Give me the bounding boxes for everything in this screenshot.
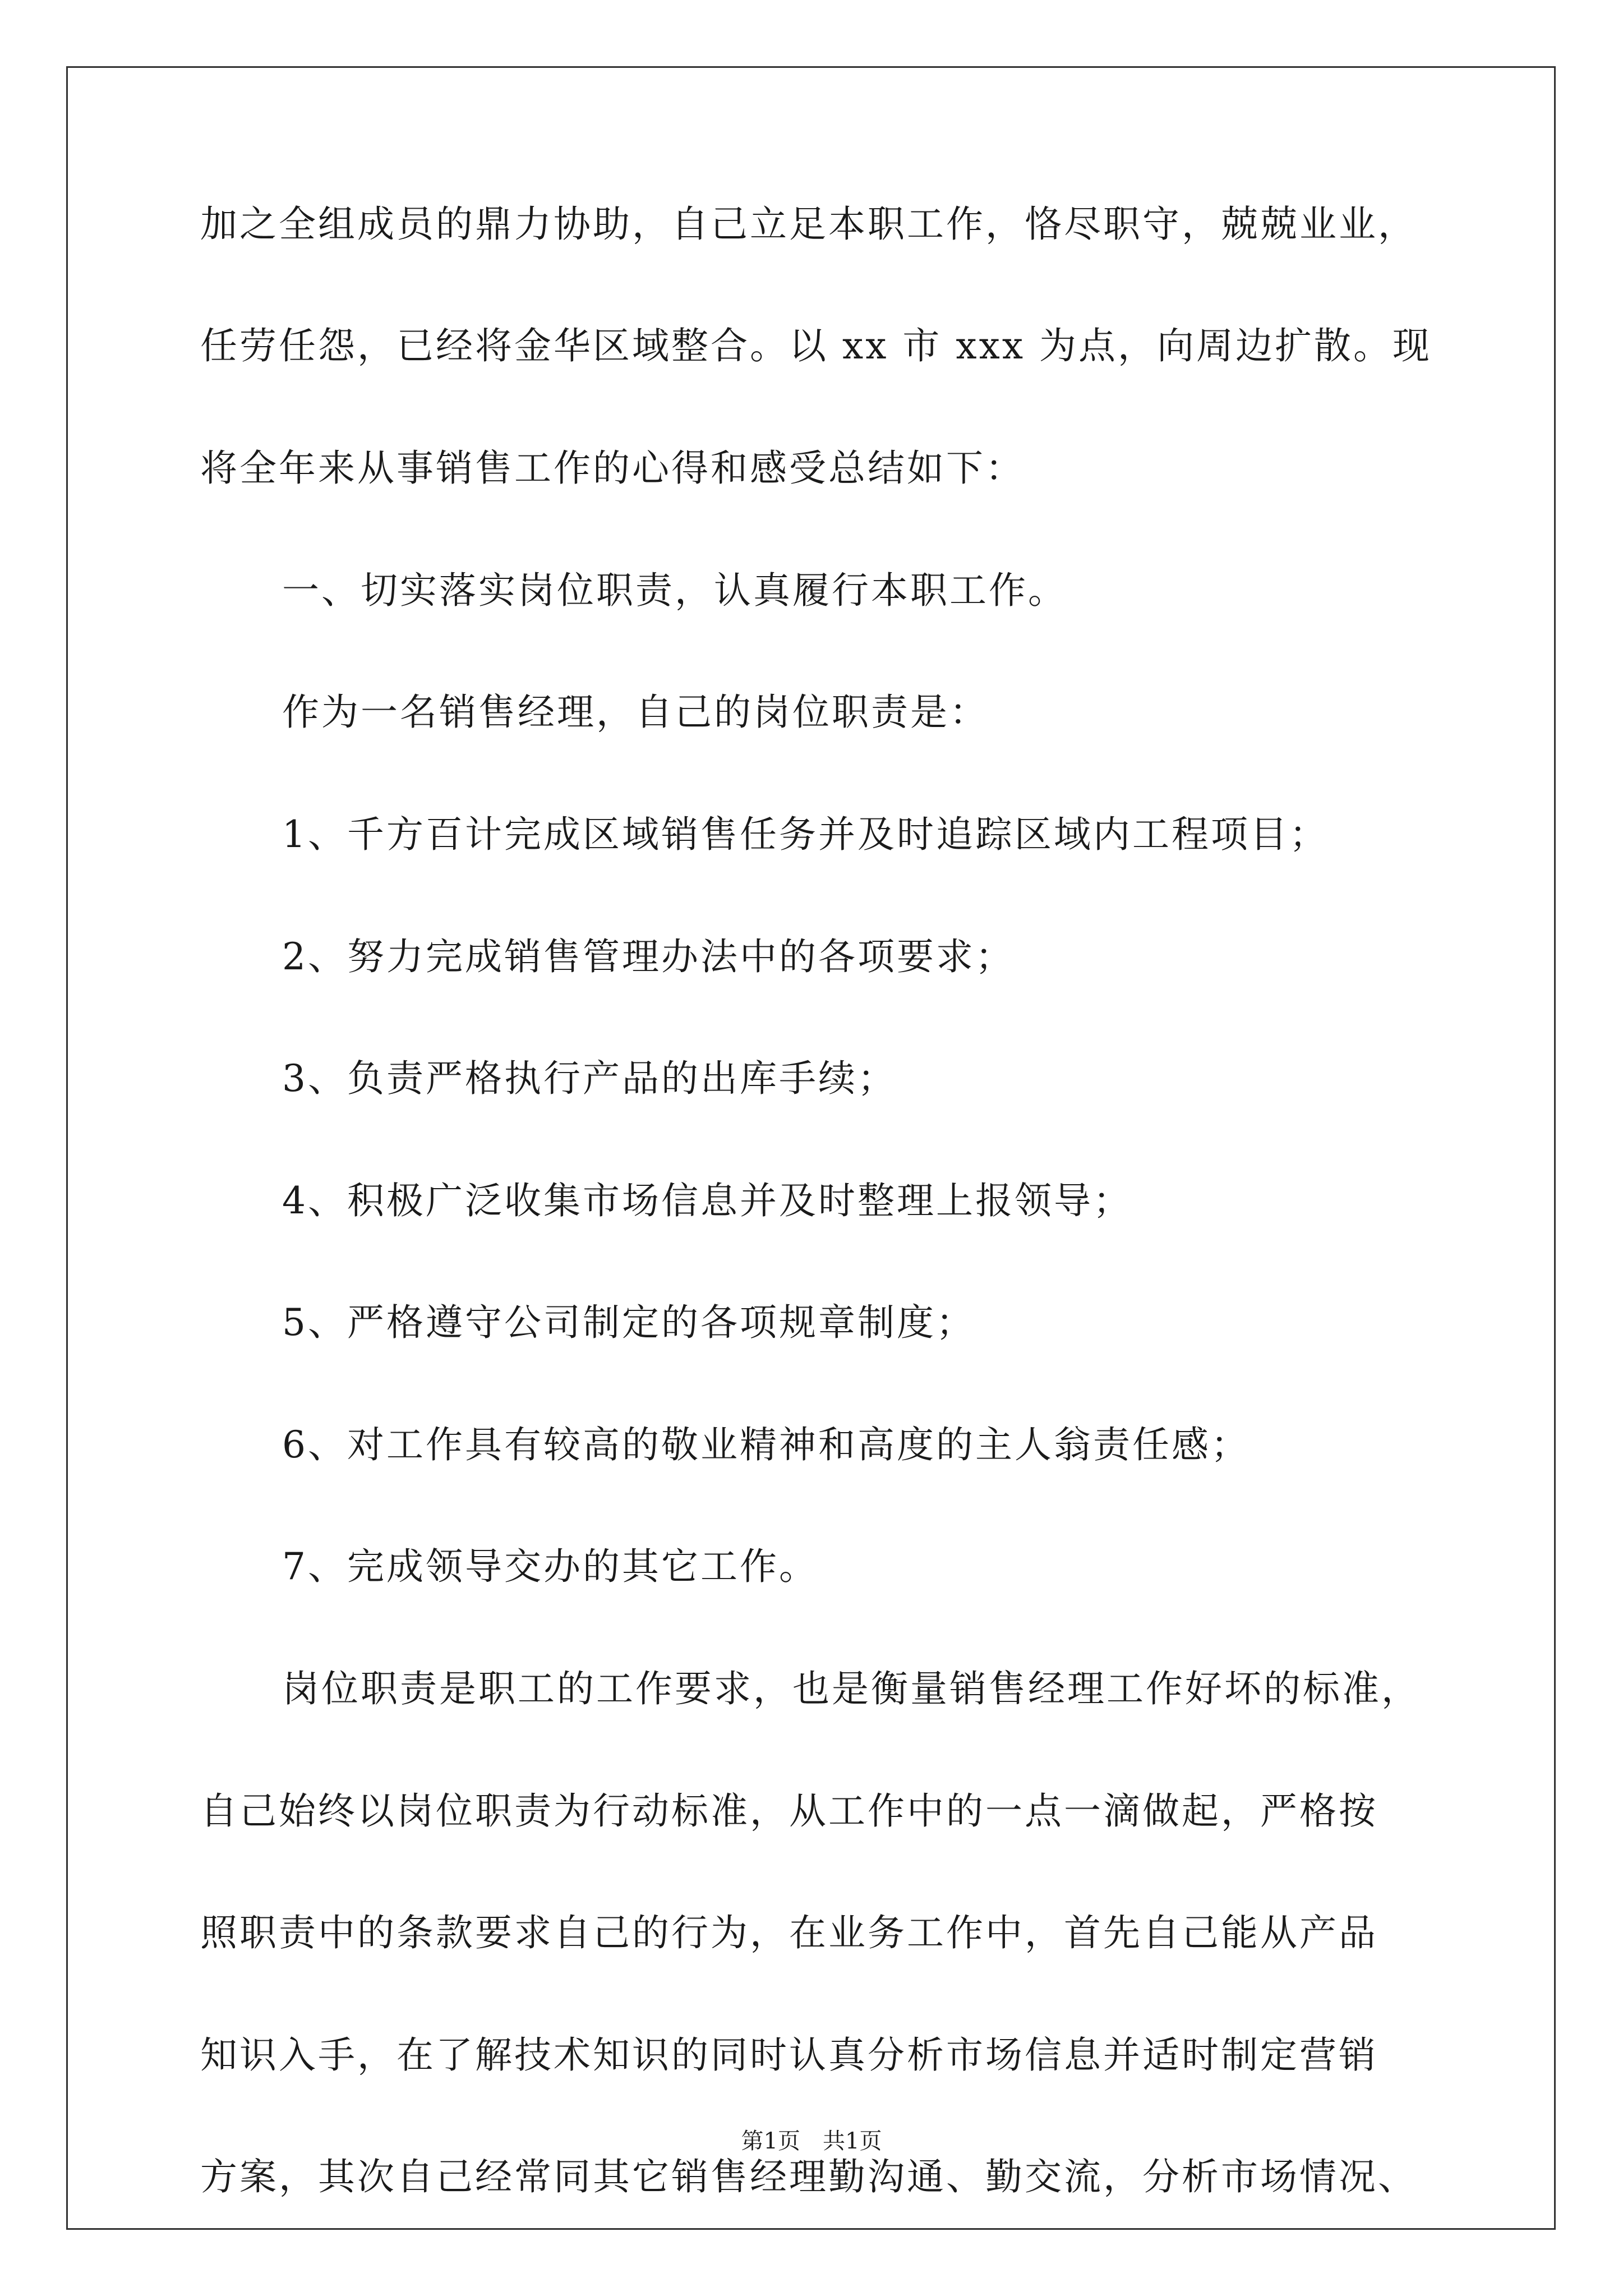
paragraph-line: 作为一名销售经理，自己的岗位职责是： — [282, 691, 989, 734]
section-heading: 一、切实落实岗位职责，认真履行本职工作。 — [282, 569, 1067, 612]
paragraph-line: 任劳任怨，已经将金华区域整合。以 xx 市 xxx 为点，向周边扩散。现 — [200, 324, 1432, 367]
list-item: 1、千方百计完成区域销售任务并及时追踪区域内工程项目； — [282, 813, 1329, 856]
list-item: 6、对工作具有较高的敬业精神和高度的主人翁责任感； — [282, 1423, 1250, 1466]
paragraph-line: 岗位职责是职工的工作要求，也是衡量销售经理工作好坏的标准， — [282, 1667, 1421, 1710]
paragraph-line: 自己始终以岗位职责为行动标准，从工作中的一点一滴做起，严格按 — [200, 1789, 1378, 1833]
list-item: 5、严格遵守公司制定的各项规章制度； — [282, 1301, 975, 1344]
page-number: 第1页 共1页 — [741, 2128, 882, 2154]
list-item: 3、负责严格执行产品的出库手续； — [282, 1057, 897, 1100]
paragraph-line: 方案，其次自己经常同其它销售经理勤沟通、勤交流，分析市场情况、 — [200, 2155, 1417, 2198]
paragraph-line: 将全年来从事销售工作的心得和感受总结如下： — [200, 447, 1025, 490]
list-item: 7、完成领导交办的其它工作。 — [282, 1545, 818, 1588]
list-item: 2、努力完成销售管理办法中的各项要求； — [282, 935, 1015, 978]
list-item: 4、积极广泛收集市场信息并及时整理上报领导； — [282, 1179, 1132, 1222]
paragraph-line: 照职责中的条款要求自己的行为，在业务工作中，首先自己能从产品 — [200, 1911, 1378, 1954]
page-border — [66, 66, 1556, 2230]
paragraph-line: 加之全组成员的鼎力协助，自己立足本职工作，恪尽职守，兢兢业业， — [200, 203, 1417, 246]
paragraph-line: 知识入手，在了解技术知识的同时认真分析市场信息并适时制定营销 — [200, 2033, 1378, 2077]
